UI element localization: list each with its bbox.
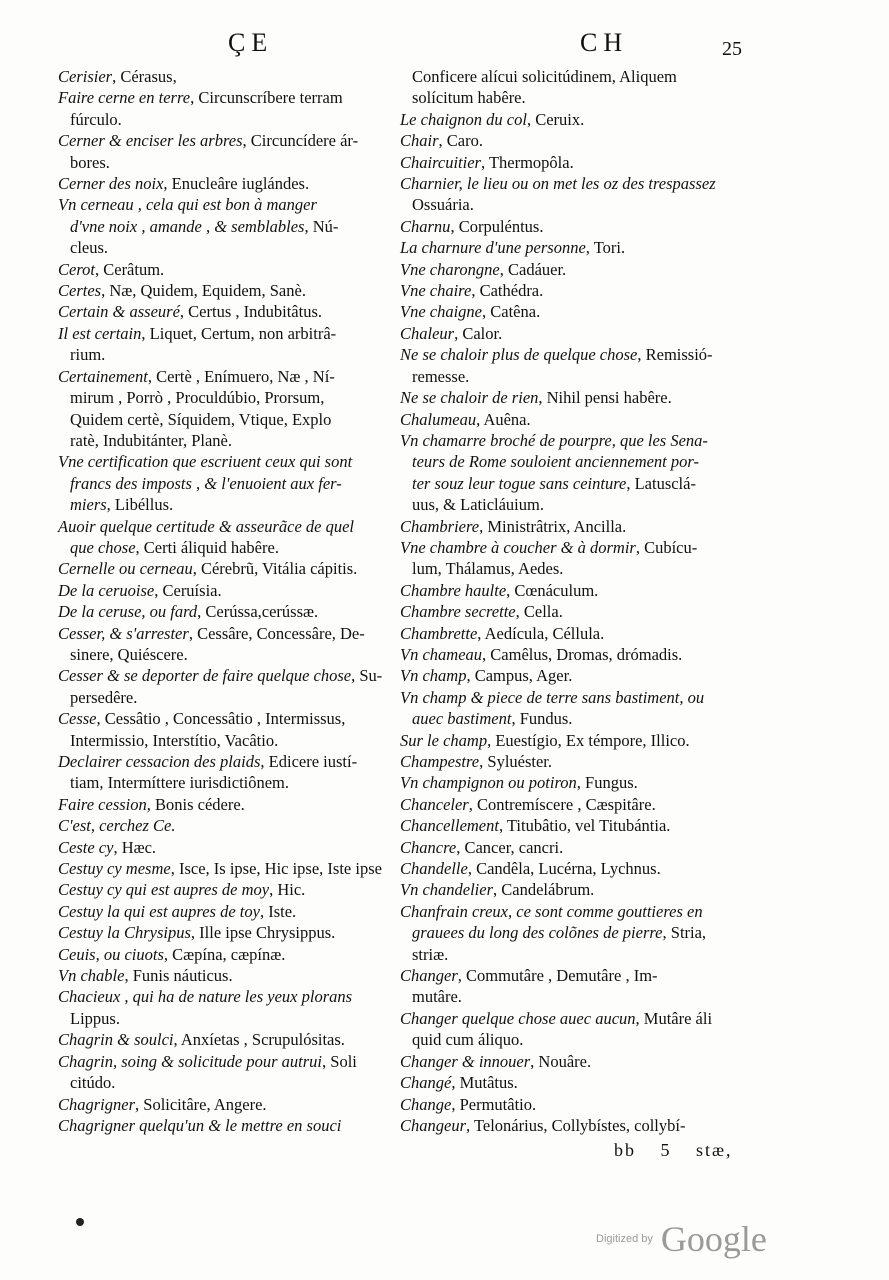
- latin-equivalent: striæ.: [412, 944, 449, 964]
- latin-equivalent: Quidem certè, Síquidem, Vtique, Explo: [70, 409, 332, 429]
- latin-equivalent: , Fungus.: [577, 773, 638, 792]
- latin-equivalent: , Stria,: [663, 923, 707, 942]
- entry-line: [58, 280, 406, 301]
- french-headword: Vn chandelier: [400, 880, 494, 900]
- latin-equivalent: , Cadáuer.: [500, 260, 566, 279]
- french-headword: Cestuy cy qui est aupres de moy: [58, 880, 270, 900]
- french-headword: Chaleur: [400, 323, 455, 343]
- entry-line: [58, 1051, 406, 1072]
- entry-line: [58, 66, 406, 87]
- french-headword: ter souz leur togue sans ceinture: [412, 473, 627, 493]
- latin-equivalent: , Caro.: [439, 131, 483, 150]
- french-headword: teurs de Rome souloient anciennement por-: [412, 452, 699, 472]
- entry-line: [400, 430, 780, 451]
- entry-line: [58, 1115, 406, 1136]
- french-headword: Ne se chaloir de rien: [400, 388, 539, 408]
- french-headword: Charnier, le lieu ou on met les oz des trespassez: [400, 174, 716, 194]
- french-headword: De la ceruse, ou fard: [58, 602, 198, 622]
- latin-equivalent: uus, & Laticláuium.: [412, 495, 544, 515]
- entry-line: [400, 1072, 780, 1093]
- latin-equivalent: Intermissio, Interstítio, Vacâtio.: [70, 730, 279, 750]
- entry-line: [400, 216, 780, 237]
- french-headword: Vn cerneau , cela qui est bon à manger: [58, 195, 317, 215]
- latin-equivalent: , Nú-: [304, 217, 338, 236]
- french-headword: Chambrette: [400, 623, 478, 643]
- french-headword: Changer: [400, 966, 458, 986]
- latin-equivalent: , Candelábrum.: [493, 880, 594, 899]
- latin-equivalent: , Cubícu-: [636, 538, 697, 557]
- french-headword: Chagrin, soing & solicitude pour autrui: [58, 1051, 323, 1071]
- latin-equivalent: , Cessâre, Concessâre, De-: [189, 624, 365, 643]
- latin-equivalent: , Nihil pensi habêre.: [538, 388, 671, 407]
- entry-line: [400, 580, 780, 601]
- entry-line: [400, 986, 780, 1007]
- latin-equivalent: , Certi áliquid habêre.: [136, 538, 279, 557]
- entry-line: [400, 387, 780, 408]
- entry-line: [58, 580, 406, 601]
- entry-line: [58, 601, 406, 622]
- latin-equivalent: quid cum áliquo.: [412, 1030, 524, 1050]
- french-headword: Charnu: [400, 216, 451, 236]
- entry-line: [58, 473, 406, 494]
- french-headword: Chancellement: [400, 816, 499, 836]
- french-headword: Chagrigner: [58, 1094, 136, 1114]
- entry-line: [58, 430, 406, 451]
- french-headword: Chair: [400, 131, 439, 151]
- latin-equivalent: , Ministrâtrix, Ancilla.: [479, 517, 626, 536]
- french-headword: Cerner & enciser les arbres: [58, 131, 243, 151]
- latin-equivalent: , Cessâtio , Concessâtio , Intermissus,: [97, 709, 346, 728]
- entry-line: [58, 944, 406, 965]
- french-headword: Sur le champ: [400, 730, 488, 750]
- latin-equivalent: Conficere alícui solicitúdinem, Aliquem: [412, 67, 677, 86]
- entry-line: [400, 173, 780, 194]
- entry-line: [58, 644, 406, 665]
- french-headword: Cestuy la Chrysipus: [58, 923, 191, 943]
- catchword: stæ,: [696, 1140, 733, 1160]
- french-headword: De la ceruoise: [58, 580, 155, 600]
- french-headword: Changeur: [400, 1115, 466, 1135]
- entry-line: [400, 794, 780, 815]
- french-headword: Certainement: [58, 366, 148, 386]
- entry-line: [58, 537, 406, 558]
- latin-equivalent: , Edicere iustí-: [260, 752, 357, 771]
- french-headword: Vn chamarre broché de pourpre, que les Sena-: [400, 430, 708, 450]
- digitized-watermark: [596, 1218, 767, 1260]
- entry-line: [400, 280, 780, 301]
- latin-equivalent: , Certus , Indubitâtus.: [180, 302, 322, 321]
- french-headword: Declairer cessacion des plaids: [58, 752, 261, 771]
- latin-equivalent: , Fundus.: [511, 709, 572, 728]
- french-headword: Vn champ: [400, 666, 467, 686]
- ink-dot: [76, 1218, 84, 1226]
- latin-equivalent: , Næ, Quidem, Equidem, Sanè.: [101, 281, 306, 300]
- entry-line: [400, 323, 780, 344]
- latin-equivalent: remesse.: [412, 366, 470, 386]
- entry-line: [58, 323, 406, 344]
- entry-line: [58, 837, 406, 858]
- entry-line: [400, 879, 780, 900]
- entry-line: [58, 301, 406, 322]
- entry-line: [400, 473, 780, 494]
- latin-equivalent: , Nouâre.: [530, 1052, 591, 1071]
- latin-equivalent: , Cœnáculum.: [506, 581, 598, 600]
- french-headword: Cesse: [58, 709, 97, 729]
- french-headword: grauees du long des colõnes de pierre: [412, 923, 663, 943]
- latin-equivalent: , Cæpína, cæpínæ.: [164, 945, 285, 964]
- page-number: 25: [722, 38, 742, 60]
- french-headword: Vne chaire: [400, 281, 472, 301]
- latin-equivalent: , Funis náuticus.: [124, 966, 232, 985]
- latin-equivalent: bores.: [70, 152, 110, 172]
- latin-equivalent: tiam, Intermíttere iurisdictiônem.: [70, 773, 290, 793]
- latin-equivalent: , Cérebrũ, Vitália cápitis.: [193, 559, 358, 578]
- entry-line: [58, 173, 406, 194]
- latin-equivalent: , Cerússa,cerússæ.: [197, 602, 318, 621]
- french-headword: Change: [400, 1094, 452, 1114]
- entry-line: [58, 344, 406, 365]
- entry-line: [400, 901, 780, 922]
- entry-line: [400, 558, 780, 579]
- entry-line: [400, 66, 780, 87]
- french-headword: Faire cerne en terre: [58, 88, 191, 108]
- french-headword: Le chaignon du col: [400, 109, 527, 129]
- left-column: [58, 66, 406, 1136]
- right-column: [400, 66, 780, 1136]
- entry-line: [58, 87, 406, 108]
- entry-line: [58, 772, 406, 793]
- entry-line: [58, 1008, 406, 1029]
- latin-equivalent: , Syluéster.: [479, 752, 552, 771]
- entry-line: [400, 301, 780, 322]
- latin-equivalent: , Libéllus.: [107, 495, 173, 514]
- french-headword: Chagrigner quelqu'un & le mettre en souci: [58, 1115, 342, 1135]
- entry-line: [58, 1029, 406, 1050]
- latin-equivalent: , Circuncídere ár-: [243, 131, 359, 150]
- entry-line: [400, 237, 780, 258]
- french-headword: Vne chaigne: [400, 302, 483, 322]
- entry-line: [400, 772, 780, 793]
- google-logo: Google: [660, 1219, 767, 1259]
- latin-equivalent: , Iste.: [260, 902, 296, 921]
- entry-line: [400, 1115, 780, 1136]
- latin-equivalent: , Anxíetas , Scrupulósitas.: [174, 1030, 345, 1049]
- latin-equivalent: , Camêlus, Dromas, drómadis.: [482, 645, 682, 664]
- french-headword: Chalumeau: [400, 409, 477, 429]
- french-headword: Ne se chaloir plus de quelque chose: [400, 345, 638, 365]
- entry-line: [58, 152, 406, 173]
- latin-equivalent: persedêre.: [70, 687, 138, 707]
- entry-line: [400, 665, 780, 686]
- latin-equivalent: cleus.: [70, 238, 109, 258]
- latin-equivalent: , Ceruix.: [527, 110, 584, 129]
- entry-line: [58, 901, 406, 922]
- latin-equivalent: , Isce, Is ipse, Hic ipse, Iste ipse: [171, 859, 382, 878]
- entry-line: [400, 130, 780, 151]
- entry-line: [58, 858, 406, 879]
- signature-number: 5: [660, 1140, 672, 1160]
- french-headword: Champestre: [400, 752, 480, 771]
- entry-line: [58, 986, 406, 1007]
- entry-line: [58, 516, 406, 537]
- latin-equivalent: , Latusclá-: [626, 474, 696, 493]
- entry-line: [58, 1094, 406, 1115]
- latin-equivalent: mutâre.: [412, 987, 462, 1007]
- entry-line: [400, 494, 780, 515]
- entry-line: [58, 130, 406, 151]
- entry-line: [400, 451, 780, 472]
- entry-line: [400, 858, 780, 879]
- entry-line: [400, 1008, 780, 1029]
- entry-line: [400, 109, 780, 130]
- latin-equivalent: citúdo.: [70, 1073, 116, 1093]
- french-headword: Vne charongne: [400, 259, 500, 279]
- latin-equivalent: , Circunscríbere terram: [190, 88, 343, 107]
- latin-equivalent: solícitum habêre.: [412, 88, 526, 108]
- latin-equivalent: ratè, Indubitánter, Planè.: [70, 430, 232, 450]
- latin-equivalent: , Cathédra.: [471, 281, 543, 300]
- latin-equivalent: , Soli: [322, 1052, 357, 1071]
- latin-equivalent: , Ille ipse Chrysippus.: [191, 923, 335, 942]
- latin-equivalent: , Campus, Ager.: [466, 666, 572, 685]
- latin-equivalent: , Cérasus,: [112, 67, 177, 86]
- latin-equivalent: Lippus.: [70, 1008, 120, 1028]
- latin-equivalent: , Enucleâre iuglándes.: [163, 174, 309, 193]
- french-headword: que chose: [70, 537, 136, 557]
- french-headword: auec bastiment: [412, 709, 512, 729]
- french-headword: Changer & innouer: [400, 1051, 531, 1071]
- entry-line: [400, 944, 780, 965]
- latin-equivalent: , Certè , Enímuero, Næ , Ní-: [148, 367, 335, 386]
- entry-line: [58, 409, 406, 430]
- entry-line: [400, 409, 780, 430]
- french-headword: Cernelle ou cerneau: [58, 559, 193, 579]
- french-headword: d'vne noix , amande , & semblables: [70, 216, 305, 236]
- french-headword: Cerner des noix: [58, 174, 164, 194]
- entry-line: [400, 922, 780, 943]
- latin-equivalent: , Cella.: [516, 602, 563, 621]
- entry-line: [400, 1094, 780, 1115]
- entry-line: [58, 708, 406, 729]
- french-headword: Vne chambre à coucher & à dormir: [400, 537, 636, 557]
- latin-equivalent: Ossuária.: [412, 195, 474, 215]
- entry-line: [400, 708, 780, 729]
- entry-line: [400, 516, 780, 537]
- entry-line: [400, 815, 780, 836]
- french-headword: C'est, cerchez Ce.: [58, 816, 176, 836]
- french-headword: Ceuis, ou ciuots: [58, 944, 164, 964]
- french-headword: Cesser & se deporter de faire quelque chose: [58, 666, 352, 686]
- latin-equivalent: lum, Thálamus, Aedes.: [412, 559, 564, 579]
- french-headword: Chagrin & soulci: [58, 1030, 174, 1050]
- entry-line: [58, 1072, 406, 1093]
- french-headword: Cestuy cy mesme: [58, 859, 171, 879]
- entry-line: [400, 730, 780, 751]
- entry-line: [58, 558, 406, 579]
- latin-equivalent: , Cancer, cancri.: [456, 838, 563, 857]
- latin-equivalent: , Mutâre áli: [636, 1009, 713, 1028]
- french-headword: Faire cession: [58, 794, 147, 814]
- latin-equivalent: , Auêna.: [476, 410, 531, 429]
- latin-equivalent: , Titubâtio, vel Titubántia.: [499, 816, 670, 835]
- latin-equivalent: , Ceruísia.: [154, 581, 221, 600]
- french-headword: miers: [70, 495, 107, 515]
- latin-equivalent: , Contremíscere , Cæspitâre.: [469, 795, 656, 814]
- french-headword: Cestuy la qui est aupres de toy: [58, 901, 260, 921]
- latin-equivalent: , Bonis cédere.: [147, 795, 245, 814]
- entry-line: [400, 152, 780, 173]
- latin-equivalent: , Mutâtus.: [451, 1073, 517, 1092]
- french-headword: francs des imposts , & l'enuoient aux fer-: [70, 473, 342, 493]
- french-headword: Cerot: [58, 259, 95, 279]
- entry-line: [400, 623, 780, 644]
- entry-line: [58, 216, 406, 237]
- latin-equivalent: fúrculo.: [70, 109, 122, 129]
- french-headword: Vne certification que escriuent ceux qui sont: [58, 452, 353, 472]
- entry-line: [400, 1029, 780, 1050]
- french-headword: Vn champignon ou potiron: [400, 773, 577, 793]
- entry-line: [400, 837, 780, 858]
- french-headword: Certain & asseuré: [58, 302, 180, 322]
- latin-equivalent: , Solicitâre, Angere.: [135, 1095, 267, 1114]
- entry-line: [58, 794, 406, 815]
- entry-line: [58, 922, 406, 943]
- french-headword: Chandelle: [400, 859, 468, 879]
- running-header-left: ÇE: [228, 28, 274, 57]
- latin-equivalent: , Thermopôla.: [481, 153, 574, 172]
- french-headword: Chambriere: [400, 516, 480, 536]
- french-headword: Chambre secrette: [400, 602, 516, 622]
- latin-equivalent: , Candêla, Lucérna, Lychnus.: [468, 859, 661, 878]
- french-headword: Chanfrain creux, ce sont comme gouttieres en: [400, 901, 703, 921]
- entry-line: [58, 387, 406, 408]
- latin-equivalent: , Telonárius, Collybístes, collybí-: [466, 1116, 685, 1135]
- entry-line: [400, 194, 780, 215]
- entry-line: [400, 1051, 780, 1072]
- running-header-right: CH: [580, 28, 629, 57]
- watermark-prefix: Digitized by: [596, 1233, 653, 1245]
- signature-mark: bb: [614, 1140, 636, 1160]
- signature-line: [614, 1140, 751, 1161]
- entry-line: [400, 344, 780, 365]
- entry-line: [58, 194, 406, 215]
- latin-equivalent: , Su-: [351, 666, 382, 685]
- french-headword: Il est certain: [58, 323, 142, 343]
- french-headword: Chacieux , qui ha de nature les yeux plorans: [58, 987, 353, 1007]
- french-headword: Chancre: [400, 837, 457, 857]
- entry-line: [58, 665, 406, 686]
- latin-equivalent: , Aedícula, Céllula.: [477, 624, 604, 643]
- latin-equivalent: , Commutâre , Demutâre , Im-: [458, 966, 658, 985]
- entry-line: [58, 730, 406, 751]
- french-headword: Changé: [400, 1073, 452, 1093]
- french-headword: Vn champ & piece de terre sans bastiment, ou: [400, 687, 705, 707]
- entry-line: [400, 965, 780, 986]
- french-headword: Certes: [58, 281, 102, 301]
- entry-line: [400, 366, 780, 387]
- entry-line: [58, 751, 406, 772]
- latin-equivalent: , Catêna.: [482, 302, 540, 321]
- latin-equivalent: , Cerâtum.: [95, 260, 164, 279]
- latin-equivalent: mirum , Porrò , Proculdúbio, Prorsum,: [70, 388, 325, 408]
- latin-equivalent: , Corpuléntus.: [450, 217, 543, 236]
- entry-line: [58, 879, 406, 900]
- latin-equivalent: , Hic.: [269, 880, 305, 899]
- entry-line: [58, 815, 406, 836]
- entry-line: [58, 237, 406, 258]
- entry-line: [400, 537, 780, 558]
- entry-line: [58, 109, 406, 130]
- french-headword: Chanceler: [400, 794, 469, 814]
- latin-equivalent: , Permutâtio.: [451, 1095, 536, 1114]
- french-headword: Chambre haulte: [400, 580, 507, 600]
- french-headword: Chaircuitier: [400, 152, 481, 172]
- french-headword: Vn chameau: [400, 644, 483, 664]
- entry-line: [58, 687, 406, 708]
- entry-line: [400, 259, 780, 280]
- latin-equivalent: , Tori.: [586, 238, 625, 257]
- french-headword: Vn chable: [58, 966, 125, 986]
- latin-equivalent: rium.: [70, 345, 106, 365]
- entry-line: [58, 259, 406, 280]
- entry-line: [58, 623, 406, 644]
- french-headword: Auoir quelque certitude & asseurãce de quel: [58, 516, 355, 536]
- latin-equivalent: sinere, Quiéscere.: [70, 644, 188, 664]
- latin-equivalent: , Remissió-: [637, 345, 712, 364]
- french-headword: Changer quelque chose auec aucun: [400, 1008, 636, 1028]
- french-headword: Ceste cy: [58, 837, 114, 857]
- french-headword: Cerisier: [58, 67, 113, 86]
- entry-line: [58, 451, 406, 472]
- latin-equivalent: , Euestígio, Ex témpore, Illico.: [487, 731, 690, 750]
- entry-line: [58, 494, 406, 515]
- entry-line: [400, 751, 780, 772]
- entry-line: [400, 687, 780, 708]
- entry-line: [400, 87, 780, 108]
- french-headword: La charnure d'une personne: [400, 238, 586, 258]
- latin-equivalent: , Hæc.: [113, 838, 156, 857]
- latin-equivalent: , Liquet, Certum, non arbitrâ-: [141, 324, 336, 343]
- entry-line: [400, 644, 780, 665]
- french-headword: Cesser, & s'arrester: [58, 623, 189, 643]
- entry-line: [58, 965, 406, 986]
- latin-equivalent: , Calor.: [454, 324, 502, 343]
- entry-line: [58, 366, 406, 387]
- entry-line: [400, 601, 780, 622]
